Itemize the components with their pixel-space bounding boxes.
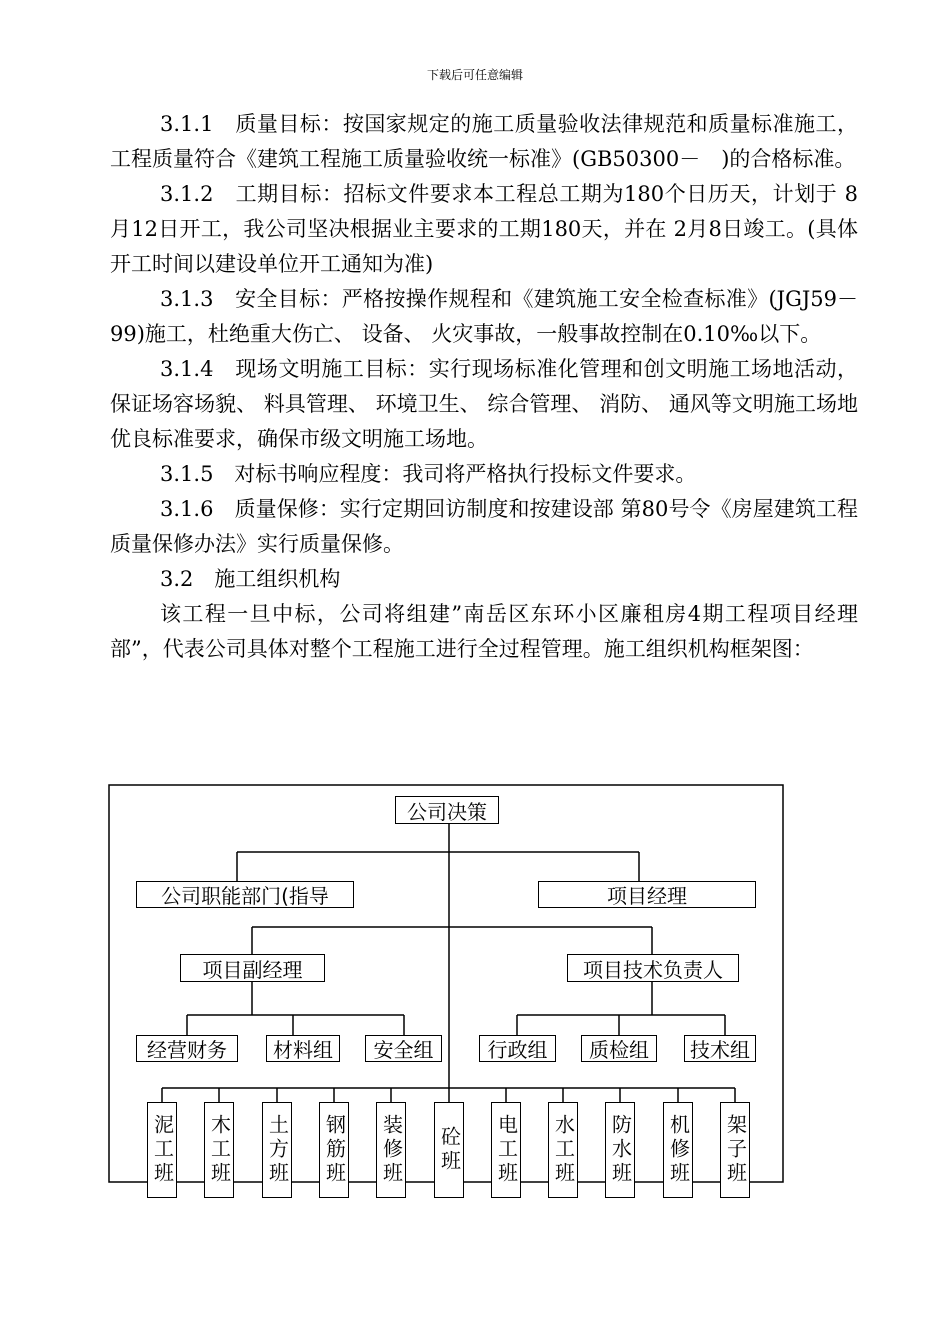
node-group-quality: 质检组 xyxy=(581,1035,657,1062)
org-chart xyxy=(108,784,784,1184)
node-group-admin: 行政组 xyxy=(479,1035,556,1062)
node-team-masonry: 泥工班 xyxy=(147,1102,177,1198)
node-team-decoration: 装修班 xyxy=(376,1102,406,1198)
paragraph-warranty: 3.1.6 质量保修：实行定期回访制度和按建设部 第80号令《房屋建筑工程质量保修办法》实行质量保修。 xyxy=(110,497,858,556)
node-team-scaffolding: 架子班 xyxy=(720,1102,750,1198)
node-team-waterproofing: 防水班 xyxy=(605,1102,635,1198)
node-group-tech: 技术组 xyxy=(684,1035,756,1062)
node-group-materials: 材料组 xyxy=(266,1035,340,1062)
page-header: 下载后可任意编辑 xyxy=(426,68,523,82)
node-deputy-manager: 项目副经理 xyxy=(180,954,325,982)
paragraph-safety-target: 3.1.3 安全目标：严格按操作规程和《建筑施工安全检查标准》(JGJ59－99)施工，杜绝重大伤亡、 设备、 火灾事故，一般事故控制在0.10‰以下。 xyxy=(110,287,858,346)
node-group-finance: 经营财务 xyxy=(136,1035,238,1062)
node-team-concrete: 砼班 xyxy=(434,1102,464,1198)
node-team-electrical: 电工班 xyxy=(491,1102,521,1198)
node-team-machine-repair: 机修班 xyxy=(663,1102,693,1198)
node-team-earthwork: 土方班 xyxy=(262,1102,292,1198)
paragraph-quality-target: 3.1.1 质量目标：按国家规定的施工质量验收法律规范和质量标准施工，工程质量符合《建筑工程施工质量验收统一标准》(GB50300－ )的合格标准。 xyxy=(110,112,858,171)
section-heading-organization: 3.2 施工组织机构 xyxy=(160,567,341,591)
node-team-rebar: 钢筋班 xyxy=(319,1102,349,1198)
node-project-manager: 项目经理 xyxy=(538,881,756,908)
node-functional-departments: 公司职能部门(指导 xyxy=(136,881,354,908)
paragraph-schedule-target: 3.1.2 工期目标：招标文件要求本工程总工期为180个日历天，计划于 8月12日开工，我公司坚决根据业主要求的工期180天，并在 2月8日竣工。(具体开工时间以建设单位开工通知为准) xyxy=(110,182,858,276)
node-company-decision: 公司决策 xyxy=(395,796,499,824)
paragraph-tender-response: 3.1.5 对标书响应程度：我司将严格执行投标文件要求。 xyxy=(160,462,697,486)
node-team-carpentry: 木工班 xyxy=(204,1102,234,1198)
paragraph-civilized-construction: 3.1.4 现场文明施工目标：实行现场标准化管理和创文明施工场地活动，保证场容场貌、 料具管理、 环境卫生、 综合管理、 消防、 通风等文明施工场地优良标准要求，确保市级文明施工场地。 xyxy=(110,357,858,451)
node-group-safety: 安全组 xyxy=(365,1035,442,1062)
document-body xyxy=(110,107,858,667)
node-technical-lead: 项目技术负责人 xyxy=(567,954,739,982)
node-team-plumbing: 水工班 xyxy=(548,1102,578,1198)
paragraph-organization-intro: 该工程一旦中标，公司将组建”南岳区东环小区廉租房4期工程项目经理部”，代表公司具体对整个工程施工进行全过程管理。施工组织机构框架图： xyxy=(110,602,858,661)
